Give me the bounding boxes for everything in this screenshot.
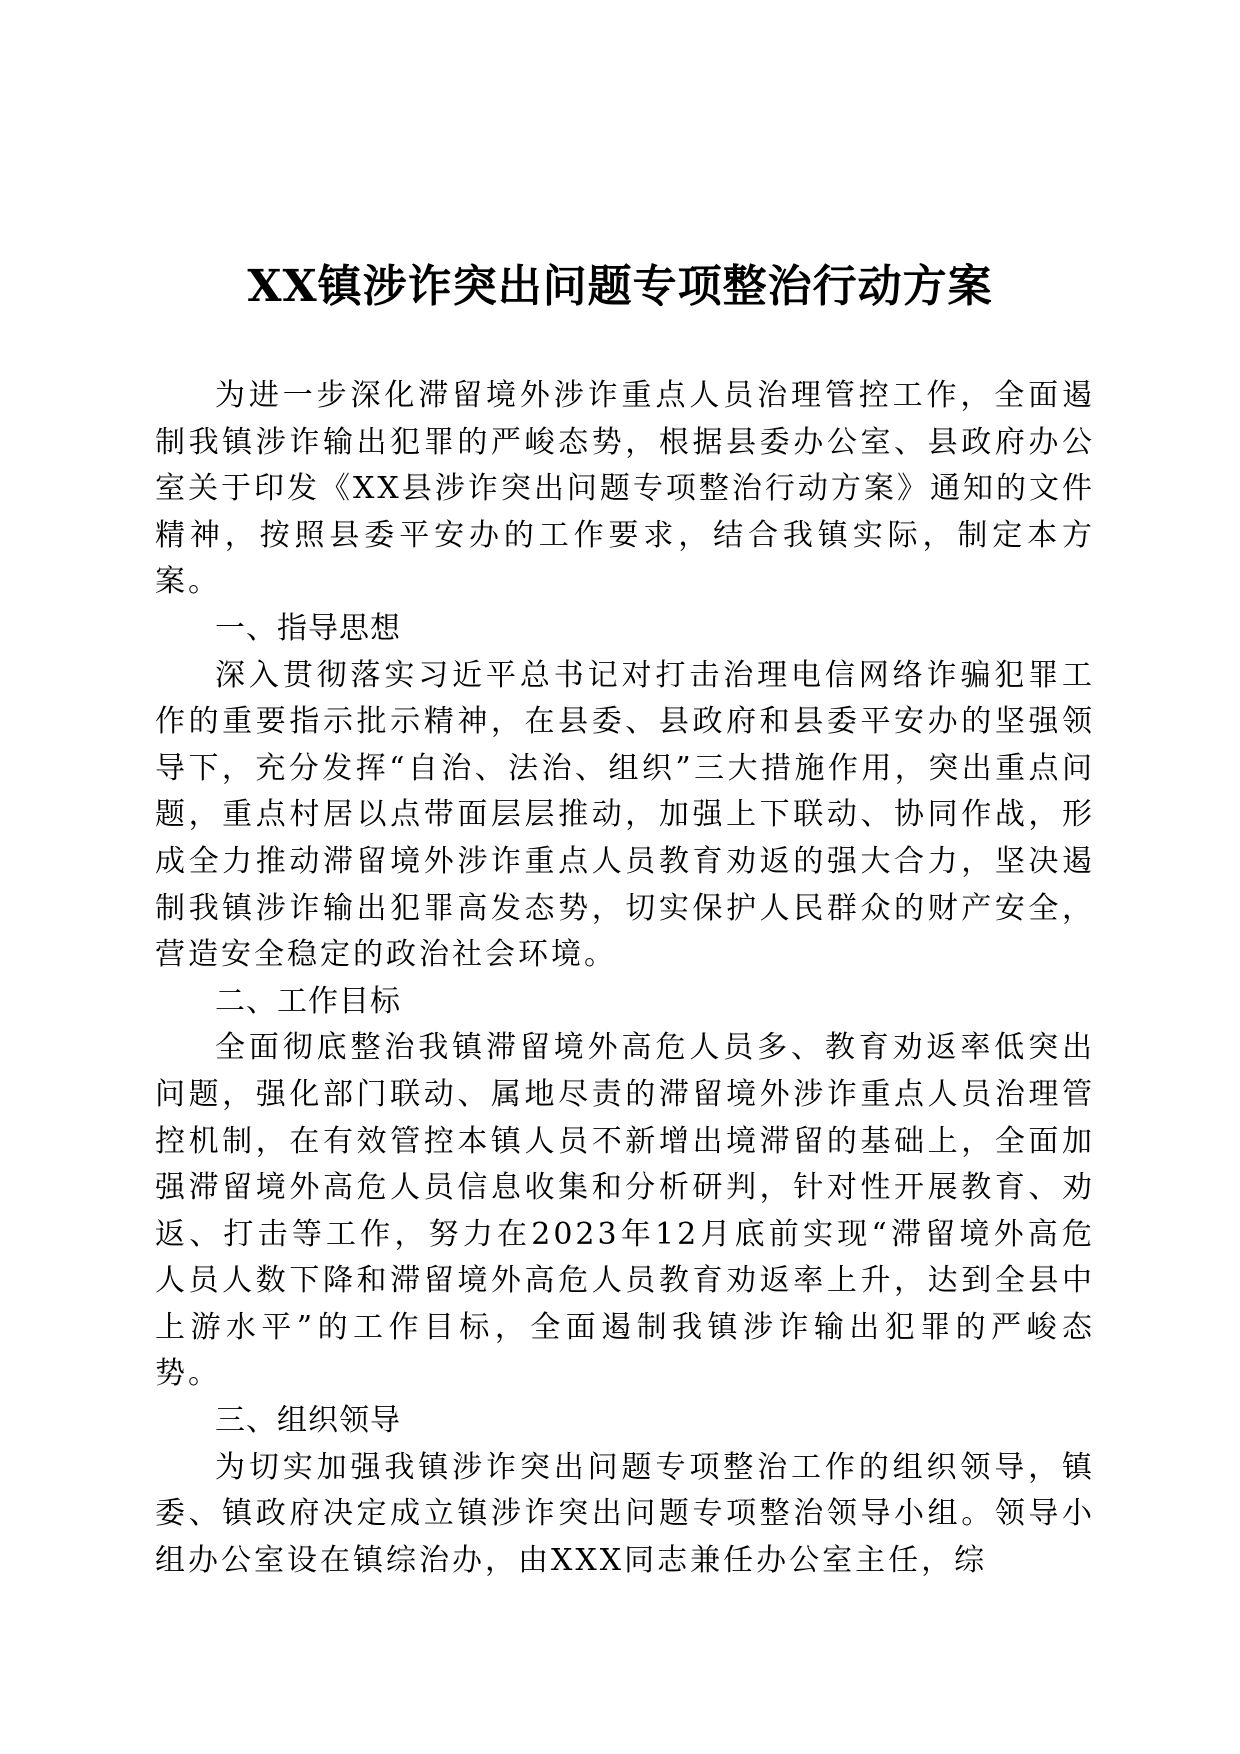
section-paragraph-organization-leadership: 为切实加强我镇涉诈突出问题专项整治工作的组织领导，镇委、镇政府决定成立镇涉诈突出问题专项整治领导小组。领导小组办公室设在镇综治办，由XXX同志兼任办公室主任，综 xyxy=(155,1449,1095,1578)
section-paragraph-guiding-ideology: 深入贯彻落实习近平总书记对打击治理电信网络诈骗犯罪工作的重要指示批示精神，在县委、县政府和县委平安办的坚强领导下，充分发挥“自治、法治、组织”三大措施作用，突出重点问题，重点村居以点带面层层推动，加强上下联动、协同作战，形成全力推动滞留境外涉诈重点人员教育劝返的强大合力，坚决遏制我镇涉诈输出犯罪高发态势，切实保护人民群众的财产安全，营造安全稳定的政治社会环境。 xyxy=(155,657,1095,973)
section-heading-organization-leadership: 三、组织领导 xyxy=(215,1403,401,1439)
intro-paragraph: 为进一步深化滞留境外涉诈重点人员治理管控工作，全面遏制我镇涉诈输出犯罪的严峻态势，根据县委办公室、县政府办公室关于印发《XX县涉诈突出问题专项整治行动方案》通知的文件精神，按照县委平安办的工作要求，结合我镇实际，制定本方案。 xyxy=(155,378,1095,600)
section-heading-guiding-ideology: 一、指导思想 xyxy=(215,610,401,646)
section-heading-work-goals: 二、工作目标 xyxy=(215,983,401,1019)
document-body xyxy=(155,373,1095,1584)
document-title: XX镇涉诈突出问题专项整治行动方案 xyxy=(247,261,993,313)
section-paragraph-work-goals: 全面彻底整治我镇滞留境外高危人员多、教育劝返率低突出问题，强化部门联动、属地尽责的滞留境外涉诈重点人员治理管控机制，在有效管控本镇人员不新增出境滞留的基础上，全面加强滞留境外高危人员信息收集和分析研判，针对性开展教育、劝返、打击等工作，努力在2023年12月底前实现“滞留境外高危人员人数下降和滞留境外高危人员教育劝返率上升，达到全县中上游水平”的工作目标，全面遏制我镇涉诈输出犯罪的严峻态势。 xyxy=(155,1030,1095,1392)
